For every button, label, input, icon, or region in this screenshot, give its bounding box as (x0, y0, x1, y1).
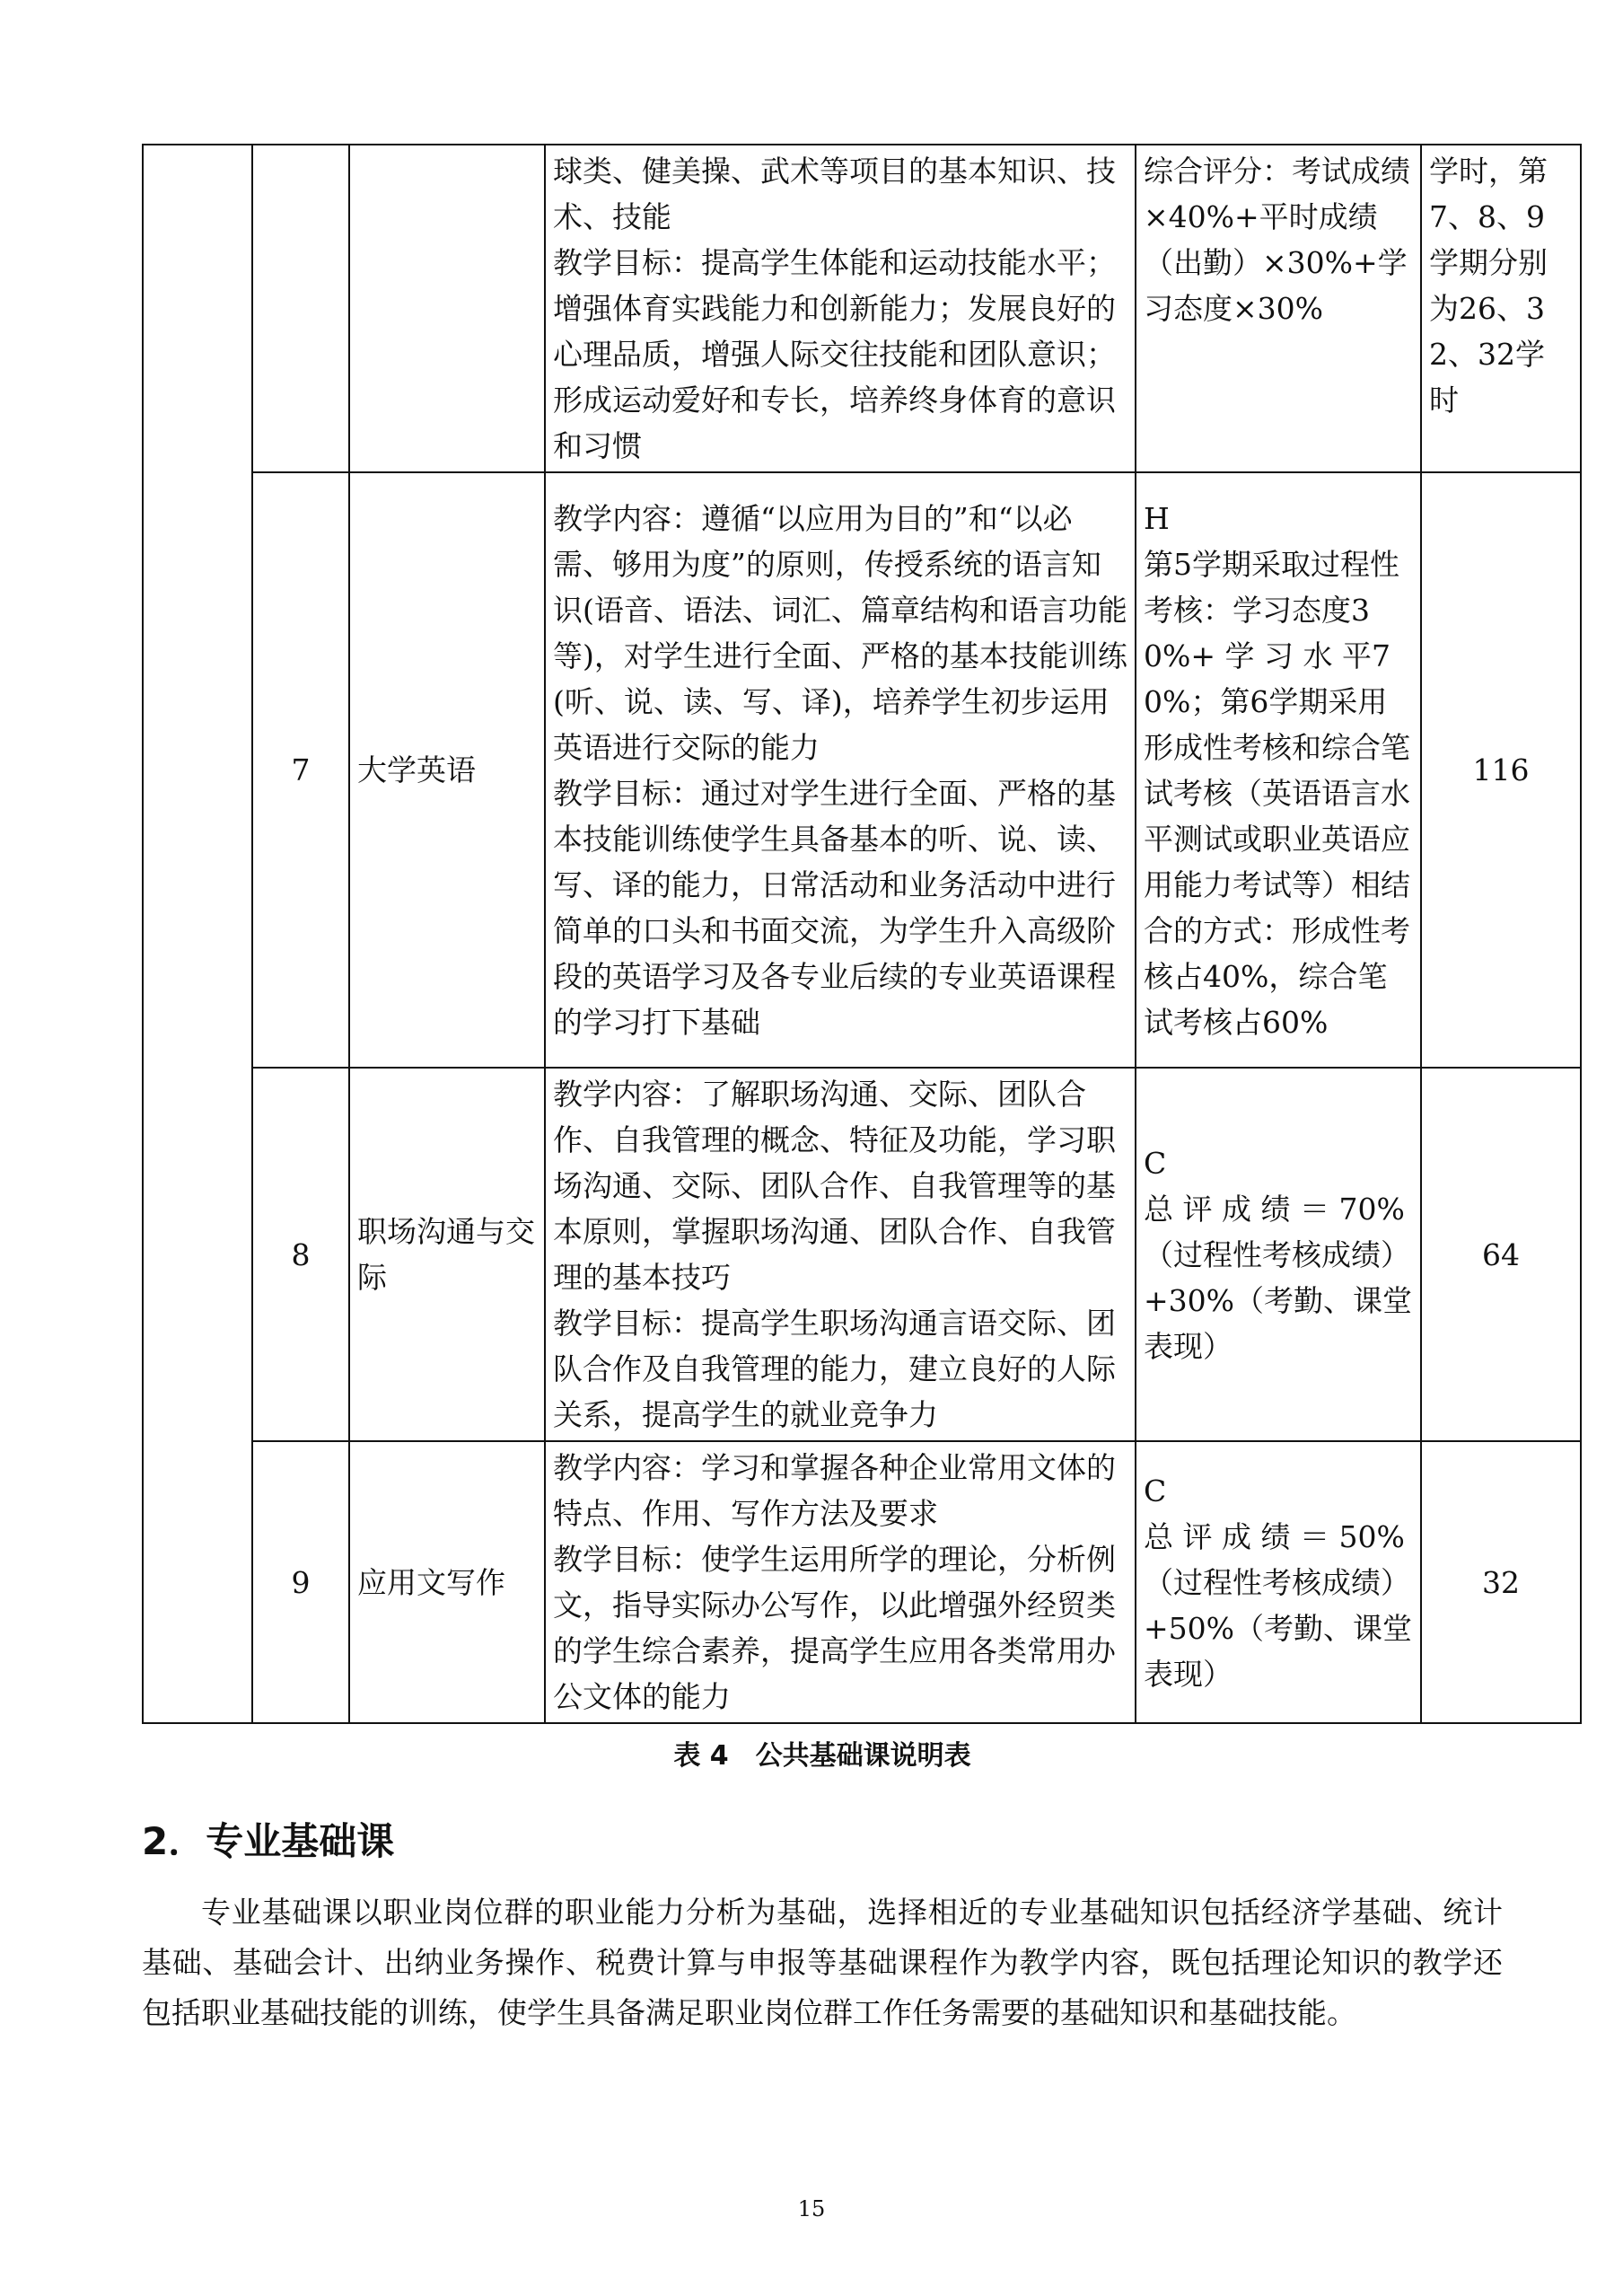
course-name: 职场沟通与交际 (349, 1068, 545, 1441)
content-line: 球类、健美操、武术等项目的基本知识、技术、技能 (553, 154, 1116, 234)
course-content (545, 472, 1136, 1068)
course-table-wrapper (142, 144, 1548, 1724)
course-hours: 学时，第7、8、9学期分别为26、32、32学时 (1421, 145, 1581, 472)
assessment-line: 总 评 成 绩 ＝ 70%（过程性考核成绩）+30%（考勤、课堂表现） (1144, 1191, 1412, 1364)
course-hours: 32 (1421, 1441, 1581, 1723)
content-line: 教学内容：学习和掌握各种企业常用文体的特点、作用、写作方法及要求 (553, 1450, 1116, 1531)
table-caption: 表 4 公共基础课说明表 (673, 1740, 971, 1772)
assessment (1136, 145, 1421, 472)
course-number: 7 (252, 472, 349, 1068)
assessment-grade: C (1144, 1473, 1167, 1509)
course-content (545, 1068, 1136, 1441)
course-number (252, 145, 349, 472)
table-row (143, 472, 1581, 1068)
section-heading: 2．专业基础课 (142, 1819, 395, 1863)
content-line: 教学内容：遵循“以应用为目的”和“以必需、够用为度”的原则，传授系统的语言知识(语音、语法、词汇、篇章结构和语言功能等)，对学生进行全面、严格的基本技能训练(听、说、读、写、译)，培养学生初步运用英语进行交际的能力 (553, 500, 1127, 765)
table-row (143, 145, 1581, 472)
content-line: 教学目标：提高学生体能和运动技能水平；增强体育实践能力和创新能力；发展良好的心理品质，增强人际交往技能和团队意识；形成运动爱好和专长，培养终身体育的意识和习惯 (553, 245, 1116, 463)
course-hours: 116 (1421, 472, 1581, 1068)
course-table (142, 144, 1582, 1724)
assessment-grade: H (1144, 500, 1170, 536)
course-hours: 64 (1421, 1068, 1581, 1441)
table-row (143, 1068, 1581, 1441)
course-number: 9 (252, 1441, 349, 1723)
page-number: 15 (797, 2196, 826, 2221)
course-name (349, 145, 545, 472)
content-line: 教学目标：通过对学生进行全面、严格的基本技能训练使学生具备基本的听、说、读、写、译的能力，日常活动和业务活动中进行简单的口头和书面交流，为学生升入高级阶段的英语学习及各专业后续的专业英语课程的学习打下基础 (553, 775, 1116, 1040)
assessment (1136, 472, 1421, 1068)
course-content (545, 145, 1136, 472)
course-number: 8 (252, 1068, 349, 1441)
category-cell (143, 145, 252, 1723)
content-line: 教学内容：了解职场沟通、交际、团队合作、自我管理的概念、特征及功能，学习职场沟通、交际、团队合作、自我管理等的基本原则，掌握职场沟通、团队合作、自我管理的基本技巧 (553, 1077, 1116, 1295)
assessment (1136, 1441, 1421, 1723)
assessment-grade: C (1144, 1145, 1167, 1181)
course-content (545, 1441, 1136, 1723)
table-row (143, 1441, 1581, 1723)
content-line: 教学目标：提高学生职场沟通言语交际、团队合作及自我管理的能力，建立良好的人际关系，提高学生的就业竞争力 (553, 1306, 1116, 1432)
assessment-line: 总 评 成 绩 ＝ 50%（过程性考核成绩）+50%（考勤、课堂表现） (1144, 1518, 1412, 1692)
course-name: 应用文写作 (349, 1441, 545, 1723)
section-paragraph: 专业基础课以职业岗位群的职业能力分析为基础，选择相近的专业基础知识包括经济学基础、统计基础、基础会计、出纳业务操作、税费计算与申报等基础课程作为教学内容，既包括理论知识的教学还包括职业基础技能的训练，使学生具备满足职业岗位群工作任务需要的基础知识和基础技能。 (142, 1895, 1503, 2030)
assessment-line: 第5学期采取过程性考核：学习态度30%+ 学 习 水 平70%；第6学期采用形成性考核和综合笔试考核（英语语言水平测试或职业英语应用能力考试等）相结合的方式：形成性考核占40%，综合笔试考核占60% (1144, 546, 1410, 1040)
content-line: 教学目标：使学生运用所学的理论，分析例文，指导实际办公写作，以此增强外经贸类的学生综合素养，提高学生应用各类常用办公文体的能力 (553, 1542, 1116, 1714)
assessment (1136, 1068, 1421, 1441)
course-name: 大学英语 (349, 472, 545, 1068)
assessment-line: 综合评分：考试成绩×40%+平时成绩（出勤）×30%+学习态度×30% (1144, 154, 1410, 326)
